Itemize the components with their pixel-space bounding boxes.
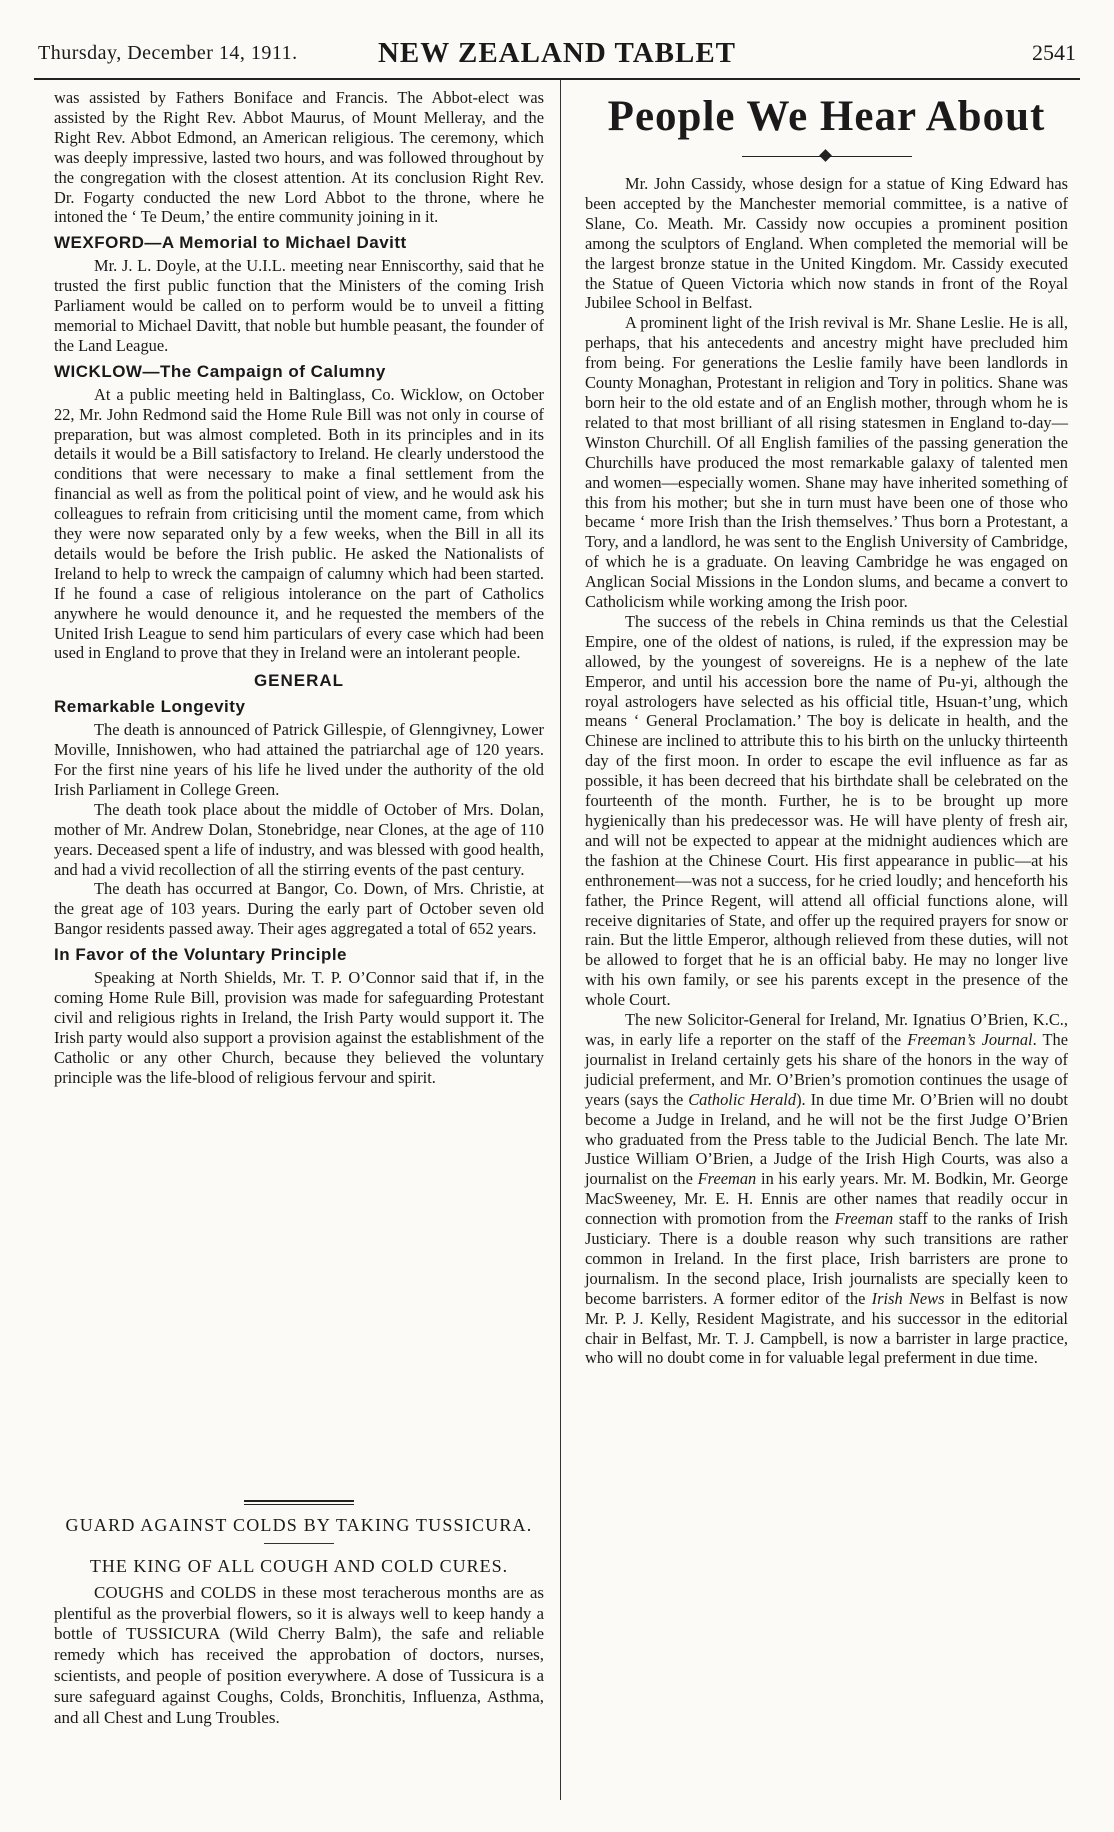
people-title: People We Hear About	[607, 93, 1046, 140]
advert-divider	[264, 1543, 334, 1544]
wicklow-paragraph: At a public meeting held in Baltinglass, Co. Wicklow, on October 22, Mr. John Redmond said the Home Rule Bill was not only in course of preparation, but was almost completed. Both in its principles and in its details it would be a Bill satisfactory to Ireland. He clearly understood the conditions that were necessary to make a final settlement from the financial as well as from the political point of view, and he would ask his colleagues to refrain from criticising until the moment came, from which they were now separated only by a few weeks, when the Bill in all its details would be before the Irish public. He asked the Nationalists of Ireland to help to wreck the campaign of calumny which had been started. If he found a case of religious intolerance on the part of Catholics anywhere he would denounce it, and he requested the members of the United Irish League to send him particulars of every case which had been used in England to prove that they in Ireland were an intolerant people.	[54, 384, 544, 663]
longevity-paragraph-3: The death has occurred at Bangor, Co. Down, of Mrs. Christie, at the great age of 103 years. During the early part of October seven old Bangor residents passed away. Their ages aggregated a total of 652 years.	[54, 879, 544, 939]
masthead	[34, 34, 1080, 74]
voluntary-heading: In Favor of the Voluntary Principle	[54, 945, 348, 965]
masthead-rule	[34, 78, 1080, 80]
advert-subhead: THE KING OF ALL COUGH AND COLD CURES.	[89, 1556, 509, 1576]
right-column	[585, 92, 1068, 1368]
column-divider	[560, 80, 561, 1800]
china-paragraph: The success of the rebels in China reminds us that the Celestial Empire, one of the oldest of nations, is ruled, if the expression may be allowed, by the youngest of sovereigns. He is a nephew of the late Emperor, and until his accession bore the name of Pu-yi, although the royal astrologers have selected as his official title, Hsuan-t’ung, which means ‘ General Proclamation.’ The boy is delicate in health, and the Chinese are inclined to attribute this to his birth on the unlucky thirteenth day of the first moon. In order to escape the evil influence as far as possible, it has been decreed that his birthdate shall be celebrated on the fourteenth of the month. Further, he is to be brought up more hygienically than his predecessor was. He will have plenty of fresh air, and will not be expected to appear at the midnight audiences which are the fashion at the Chinese Court. His first appearance in public—at his enthronement—was not a success, for he cried loudly; and henceforth his father, the Prince Regent, will attend all official functions alone, will receive dignitaries of State, and offer up the required prayers for snow or rain. But the little Emperor, although relieved from these duties, will not be allowed to forget that he is an official baby. He may no longer live with his own family, or see his parents except in the presence of the whole Court.	[585, 611, 1068, 1010]
longevity-heading: Remarkable Longevity	[54, 697, 246, 717]
wexford-paragraph: Mr. J. L. Doyle, at the U.I.L. meeting near Enniscorthy, said that he trusted the first public function that the Ministers of the coming Irish Parliament would be called on to perform would be to unveil a fitting memorial to Michael Davitt, that noble but humble peasant, the founder of the Land League.	[54, 256, 544, 355]
longevity-paragraph-2: The death took place about the middle of October of Mrs. Dolan, mother of Mr. Andrew Dolan, Stonebridge, near Clones, at the age of 110 years. Deceased spent a life of industry, and was blessed with good health, and had a vivid recollection of all the stirring events of the past century.	[54, 799, 544, 879]
issue-date: Thursday, December 14, 1911.	[38, 42, 298, 64]
left-column	[54, 88, 544, 1088]
leslie-paragraph: A prominent light of the Irish revival is Mr. Shane Leslie. He is all, perhaps, that his antecedents and ancestry might have precluded him from being. For generations the Leslie family have been landlords in County Monaghan, Protestant in religion and Tory in politics. Shane was born heir to the old estate and of an English mother, through whom he is related to that most brilliant of all rising statesmen in England to-day—Winston Churchill. Of all English families of the passing generation the Churchills have produced the most remarkable galaxy of talented men and women—especially women. Shane may have inherited something of this from his mother; but she in turn must have been one of those who became ‘ more Irish than the Irish themselves.’ Thus born a Protestant, a Tory, and a landlord, he was sent to the English University of Cambridge, of which he is a graduate. On leaving Cambridge he was engaged on Anglican Social Missions in the London slums, and became a convert to Catholicism while working among the Irish poor.	[585, 313, 1068, 612]
title-ornament	[742, 148, 912, 164]
advert-rule	[244, 1500, 354, 1505]
longevity-paragraph-1: The death is announced of Patrick Gillespie, of Glenngivney, Lower Moville, Innishowen, who had attained the patriarchal age of 120 years. For the first nine years of his life he lived under the authority of the old Irish Parliament in College Green.	[54, 720, 544, 799]
general-heading: GENERAL	[253, 671, 345, 691]
wexford-heading: WEXFORD—A Memorial to Michael Davitt	[54, 233, 407, 253]
tussicura-advert	[54, 1500, 544, 1728]
page-number: 2541	[1032, 40, 1076, 65]
voluntary-paragraph: Speaking at North Shields, Mr. T. P. O’Connor said that if, in the coming Home Rule Bill, provision was made for safeguarding Protestant civil and religious rights in Ireland, the Irish Party would support it. The Irish party would also support a provision against the establishment of the Catholic or any other Church, because they believed the voluntary principle was the life-blood of religious fervour and spirit.	[54, 968, 544, 1087]
advert-headline: GUARD AGAINST COLDS BY TAKING TUSSICURA.	[65, 1515, 533, 1535]
wicklow-heading: WICKLOW—The Campaign of Calumny	[54, 361, 386, 381]
publication-title: NEW ZEALAND TABLET	[377, 37, 737, 69]
obrien-paragraph: The new Solicitor-General for Ireland, Mr. Ignatius O’Brien, K.C., was, in early life a reporter on the staff of the Freeman’s Journal. The journalist in Ireland certainly gets his share of the honors in the way of judicial preferment, and Mr. O’Brien’s promotion continues the usage of years (says the Catholic Herald). In due time Mr. O’Brien will no doubt become a Judge in Ireland, and he will not be the first Judge O’Brien who graduated from the Press table to the Judicial Bench. The late Mr. Justice William O’Brien, a Judge of the Irish High Courts, was also a journalist on the Freeman in his early years. Mr. M. Bodkin, Mr. George MacSweeney, Mr. E. H. Ennis are other names that readily occur in connection with promotion from the Freeman staff to the ranks of Irish Justiciary. There is a double reason why such transitions are rather common in Ireland. In the first place, Irish barristers are prone to journalism. In the second place, Irish journalists are specially keen to become barristers. A former editor of the Irish News in Belfast is now Mr. P. J. Kelly, Resident Magistrate, and his successor in the editorial chair in Belfast, Mr. T. J. Campbell, is now a barrister in large practice, who will no doubt come in for valuable legal preferment in due time.	[585, 1010, 1069, 1368]
intro-paragraph: was assisted by Fathers Boniface and Francis. The Abbot-elect was assisted by the Right Rev. Abbot Maurus, of Mount Melleray, and the Right Rev. Abbot Edmond, an American religious. The ceremony, which was deeply impressive, lasted two hours, and was followed throughout by the congregation with the closest attention. At its conclusion Right Rev. Dr. Fogarty conducted the new Lord Abbot to the throne, where he intoned the ‘ Te Deum,’ the entire community joining in it.	[54, 88, 544, 227]
advert-body: COUGHS and COLDS in these most teracherous months are as plentiful as the proverbial flowers, so it is always well to keep handy a bottle of TUSSICURA (Wild Cherry Balm), the safe and reliable remedy which has received the approbation of doctors, nurses, scientists, and people of position everywhere. A dose of Tussicura is a sure safeguard against Coughs, Colds, Bronchitis, Influenza, Asthma, and all Chest and Lung Troubles.	[54, 1582, 544, 1727]
cassidy-paragraph: Mr. John Cassidy, whose design for a statue of King Edward has been accepted by the Manchester memorial committee, is a native of Slane, Co. Meath. Mr. Cassidy now occupies a prominent position among the sculptors of England. When completed the memorial will be the largest bronze statue in the United Kingdom. Mr. Cassidy executed the Statue of Queen Victoria which now stands in front of the Royal Jubilee School in Belfast.	[585, 174, 1068, 313]
